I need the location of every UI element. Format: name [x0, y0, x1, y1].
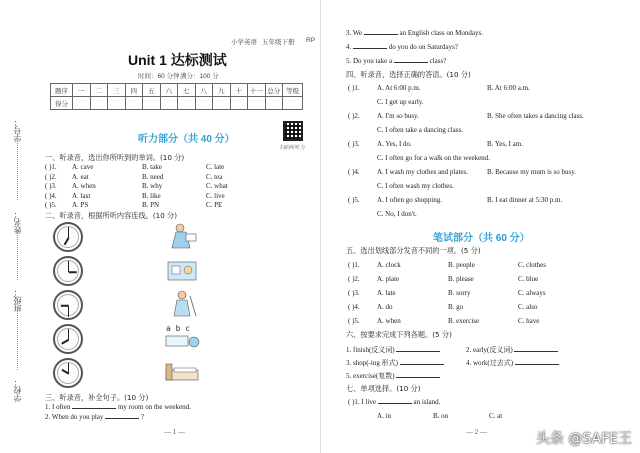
s5-q2-b: B. please: [448, 275, 474, 283]
s1-q1-b: B. take: [142, 163, 162, 171]
answer-blank[interactable]: [514, 346, 558, 352]
s7-q1-end: an island.: [413, 398, 441, 406]
clock-icon[interactable]: [53, 222, 83, 252]
s3-l3-start: 3. We: [346, 29, 363, 37]
section-7-heading: 七、单项选择。(10 分): [346, 384, 421, 393]
s4-q2-b: B. She often takes a dancing class.: [487, 112, 584, 120]
score-cell: 一: [73, 84, 91, 97]
s4-q3-c: C. I often go for a walk on the weekend.: [377, 154, 490, 162]
s3-l3-end: an English class on Mondays.: [399, 29, 483, 37]
s4-q4-c: C. I often wash my clothes.: [377, 182, 454, 190]
s1-q4-num[interactable]: ( )4.: [45, 192, 57, 200]
binding-line: [17, 140, 18, 200]
s4-q1-b: B. At 6:00 a.m.: [487, 84, 530, 92]
s5-q5-b: B. exercise: [448, 317, 480, 325]
s4-q1-a: A. At 6:00 p.m.: [377, 84, 421, 92]
s5-q1-c: C. clothes: [518, 261, 546, 269]
s4-q3-b: B. Yes, I am.: [487, 140, 523, 148]
section-1-heading: 一、听录音，选出你所听到的单词。(10 分): [45, 153, 185, 162]
s4-q4-a: A. I wash my clothes and plates.: [377, 168, 468, 176]
s1-q4-a: A. last: [72, 192, 91, 200]
s3-l4-end: do you do on Saturdays?: [388, 43, 458, 51]
score-input-cell[interactable]: [90, 97, 108, 110]
s4-q5-a: A. I often go shopping.: [377, 196, 442, 204]
score-input-cell[interactable]: [195, 97, 213, 110]
s5-q5-a: A. when: [377, 317, 401, 325]
clock-icon[interactable]: [53, 358, 83, 388]
qr-code-icon[interactable]: [283, 121, 303, 141]
score-input-cell[interactable]: [283, 97, 303, 110]
header-grade: 五年级下册: [262, 39, 295, 46]
answer-blank[interactable]: [378, 398, 412, 404]
score-input-cell[interactable]: [248, 97, 266, 110]
s4-q3-num[interactable]: ( )3.: [348, 140, 360, 148]
kitchen-picture[interactable]: [162, 256, 202, 284]
s1-q2-c: C. tea: [206, 173, 223, 181]
s4-q2-num[interactable]: ( )2.: [348, 112, 360, 120]
s5-q1-a: A. clock: [377, 261, 401, 269]
s5-q3-b: B. sorry: [448, 289, 471, 297]
s5-q2-a: A. plate: [377, 275, 400, 283]
s5-q3-a: A. late: [377, 289, 396, 297]
score-cell: 得分: [51, 97, 73, 110]
s5-q4-c: C. also: [518, 303, 538, 311]
s4-q5-b: B. I eat dinner at 5:30 p.m.: [487, 196, 563, 204]
side-label-class: 班级：: [13, 288, 22, 312]
s7-q1: [348, 398, 440, 406]
answer-blank[interactable]: [105, 413, 139, 419]
answer-blank[interactable]: [396, 346, 440, 352]
answer-blank[interactable]: [396, 372, 440, 378]
score-cell: 六: [160, 84, 178, 97]
header-subject: 小学英语: [231, 39, 257, 46]
score-cell: 九: [213, 84, 231, 97]
s5-q3-c: C. always: [518, 289, 546, 297]
score-input-cell[interactable]: [178, 97, 196, 110]
score-cell: 八: [195, 84, 213, 97]
s5-q4-b: B. go: [448, 303, 464, 311]
s1-q1-c: C. late: [206, 163, 225, 171]
s7-q1-option-a: A. in: [377, 412, 391, 420]
exam-time: 时间：60 分钟: [138, 73, 180, 80]
header-edition: RP: [306, 37, 316, 44]
watermark: 头条 @SAFE王: [535, 431, 632, 447]
writing-desk-picture[interactable]: [162, 334, 202, 354]
s6-item-5-label: 5. exercise(复数): [346, 372, 395, 380]
s3-line-2: [45, 413, 144, 421]
s1-q3-b: B. why: [142, 182, 163, 190]
clock-icon[interactable]: [53, 290, 83, 320]
s1-q1-num[interactable]: ( )1.: [45, 163, 57, 171]
s4-q1-c: C. I get up early.: [377, 98, 424, 106]
s3-line-1: [45, 403, 191, 411]
section-5-heading: 五、选出划线部分发音不同的一项。(5 分): [346, 246, 481, 255]
score-input-cell[interactable]: [265, 97, 283, 110]
s5-q5-num[interactable]: ( )5.: [348, 317, 360, 325]
score-cell: 七: [178, 84, 196, 97]
s4-q2-c: C. I often take a dancing class.: [377, 126, 463, 134]
s1-q5-num[interactable]: ( )5.: [45, 201, 57, 209]
answer-blank[interactable]: [400, 359, 444, 365]
score-cell: 总分: [265, 84, 283, 97]
score-cell: 五: [143, 84, 161, 97]
s1-q2-b: B. need: [142, 173, 164, 181]
s4-q2-a: A. I'm so busy.: [377, 112, 419, 120]
page-title: Unit 1 达标测试: [128, 52, 227, 68]
s3-line-5: [346, 57, 446, 65]
s5-q1-b: B. people: [448, 261, 475, 269]
s4-q5-num[interactable]: ( )5.: [348, 196, 360, 204]
s7-q1-option-c: C. at: [489, 412, 503, 420]
s1-q2-a: A. eat: [72, 173, 89, 181]
s3-l2-end: ?: [140, 413, 144, 421]
page-number-left: — 1 —: [164, 428, 185, 436]
s1-q4-b: B. like: [142, 192, 161, 200]
score-table: [50, 83, 303, 110]
score-cell: 四: [125, 84, 143, 97]
s6-item-1-label: 1. finish(反义词): [346, 346, 395, 354]
s6-item-2-label: 2. early(反义词): [466, 346, 513, 354]
s5-q3-num[interactable]: ( )3.: [348, 289, 360, 297]
page-divider: [320, 0, 321, 453]
qr-caption: 扫码听听力: [280, 145, 306, 151]
s3-l5-start: 5. Do you take a: [346, 57, 393, 65]
section-2-heading: 二、听录音，根据所听内容连线。(10 分): [45, 211, 178, 220]
s3-l2-start: 2. When do you play: [45, 413, 104, 421]
s4-q1-num[interactable]: ( )1.: [348, 84, 360, 92]
s1-q2-num[interactable]: ( )2.: [45, 173, 57, 181]
s6-item-1: [346, 345, 440, 355]
s6-item-4-label: 4. work(过去式): [466, 359, 514, 367]
binding-line: [17, 230, 18, 280]
side-label-name: 姓名：: [13, 210, 22, 234]
answer-blank[interactable]: [72, 403, 116, 409]
s4-q4-num[interactable]: ( )4.: [348, 168, 360, 176]
s7-q1-option-b: B. on: [433, 412, 449, 420]
s5-q4-num[interactable]: ( )4.: [348, 303, 360, 311]
page-number-right: — 2 —: [466, 428, 487, 436]
s5-q5-c: C. have: [518, 317, 540, 325]
side-label-school: 学校：: [13, 378, 22, 402]
s4-q3-a: A. Yes, I do.: [377, 140, 412, 148]
s6-item-5: [346, 371, 440, 381]
score-input-cell[interactable]: [213, 97, 231, 110]
score-cell: 十一: [248, 84, 266, 97]
s3-l4-start: 4.: [346, 43, 352, 51]
exam-score: 满分：100 分: [180, 73, 219, 80]
score-cell: 题序: [51, 84, 73, 97]
score-input-cell[interactable]: [143, 97, 161, 110]
s1-q4-c: C. live: [206, 192, 225, 200]
s7-q1-start[interactable]: ( )1. I live: [348, 398, 376, 406]
s5-q2-num[interactable]: ( )2.: [348, 275, 360, 283]
s1-q3-num[interactable]: ( )3.: [45, 182, 57, 190]
score-input-cell[interactable]: [125, 97, 143, 110]
answer-blank[interactable]: [353, 43, 387, 49]
clock-icon[interactable]: [53, 324, 83, 354]
score-input-cell[interactable]: [230, 97, 248, 110]
girl-cleaning-picture[interactable]: [162, 290, 202, 318]
s5-q2-c: C. blue: [518, 275, 539, 283]
s3-l1-end: my room on the weekend.: [117, 403, 191, 411]
s6-item-3: [346, 358, 444, 368]
bed-picture[interactable]: [162, 358, 202, 386]
score-input-cell[interactable]: [108, 97, 126, 110]
section-6-heading: 六、按要求完成下列各题。(5 分): [346, 330, 452, 339]
binding-line: [17, 308, 18, 370]
section-4-heading: 四、听录音，选择正确的答语。(10 分): [346, 70, 471, 79]
s3-line-4: [346, 43, 458, 51]
s6-item-3-label: 3. shop(-ing 形式): [346, 359, 398, 367]
s5-q4-a: A. do: [377, 303, 393, 311]
s3-l1-start: 1. I often: [45, 403, 71, 411]
s1-q5-a: A. PS: [72, 201, 89, 209]
score-cell: 三: [108, 84, 126, 97]
abc-letters: a b c: [166, 324, 191, 333]
side-label-student-id: 学号：: [13, 118, 22, 142]
score-input-cell[interactable]: [160, 97, 178, 110]
writing-section-header: 笔试部分（共 60 分）: [433, 233, 530, 244]
s4-q4-b: B. Because my mum is so busy.: [487, 168, 576, 176]
score-cell: 十: [230, 84, 248, 97]
s1-q1-a: A. cave: [72, 163, 94, 171]
s6-item-2: [466, 345, 558, 355]
s5-q1-num[interactable]: ( )1.: [348, 261, 360, 269]
answer-blank[interactable]: [364, 29, 398, 35]
clock-icon[interactable]: [53, 256, 83, 286]
score-cell: 等级: [283, 84, 303, 97]
s1-q3-c: C. what: [206, 182, 228, 190]
score-cell: 二: [90, 84, 108, 97]
girl-reading-picture[interactable]: [162, 222, 202, 250]
answer-blank[interactable]: [515, 359, 559, 365]
s3-l5-end: class?: [429, 57, 447, 65]
listening-section-header: 听力部分（共 40 分）: [138, 134, 235, 145]
s1-q3-a: A. when: [72, 182, 96, 190]
s1-q5-b: B. PN: [142, 201, 160, 209]
s1-q5-c: C. PE: [206, 201, 223, 209]
s6-item-4: [466, 358, 559, 368]
section-3-heading: 三、听录音，补全句子。(10 分): [45, 393, 149, 402]
score-input-cell[interactable]: [73, 97, 91, 110]
s3-line-3: [346, 29, 483, 37]
s4-q5-c: C. No, I don't.: [377, 210, 417, 218]
answer-blank[interactable]: [394, 57, 428, 63]
